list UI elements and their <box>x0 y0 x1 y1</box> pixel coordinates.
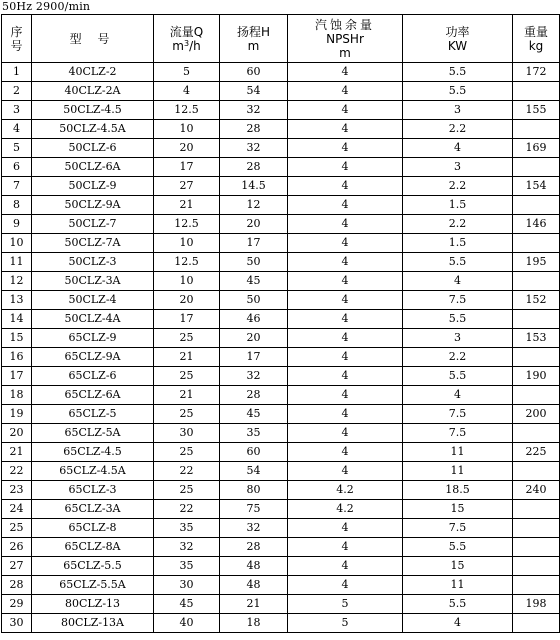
cell-power: 5.5 <box>403 253 513 272</box>
cell-weight <box>513 348 560 367</box>
cell-flow: 25 <box>154 367 220 386</box>
table-row <box>2 82 560 101</box>
cell-flow: 20 <box>154 291 220 310</box>
table-row <box>2 538 560 557</box>
cell-head: 28 <box>220 158 288 177</box>
cell-flow: 25 <box>154 329 220 348</box>
cell-seq: 28 <box>2 576 32 595</box>
cell-model: 50CLZ-6A <box>32 158 154 177</box>
cell-weight <box>513 557 560 576</box>
cell-head: 28 <box>220 538 288 557</box>
cell-weight: 154 <box>513 177 560 196</box>
table-row <box>2 424 560 443</box>
cell-seq: 1 <box>2 63 32 82</box>
cell-flow: 21 <box>154 196 220 215</box>
cell-power: 11 <box>403 576 513 595</box>
cell-head: 45 <box>220 272 288 291</box>
cell-weight: 200 <box>513 405 560 424</box>
cell-model: 40CLZ-2A <box>32 82 154 101</box>
cell-npsh: 5 <box>288 614 403 633</box>
cell-weight <box>513 519 560 538</box>
cell-npsh: 4 <box>288 386 403 405</box>
cell-weight <box>513 272 560 291</box>
cell-model: 65CLZ-5.5A <box>32 576 154 595</box>
cell-flow: 25 <box>154 443 220 462</box>
cell-model: 65CLZ-8A <box>32 538 154 557</box>
cell-seq: 20 <box>2 424 32 443</box>
cell-power: 7.5 <box>403 291 513 310</box>
cell-flow: 45 <box>154 595 220 614</box>
cell-model: 65CLZ-9A <box>32 348 154 367</box>
cell-seq: 24 <box>2 500 32 519</box>
cell-power: 3 <box>403 158 513 177</box>
cell-flow: 10 <box>154 234 220 253</box>
header-npsh: 汽蚀余量 NPSHr m <box>288 15 403 63</box>
table-row <box>2 215 560 234</box>
cell-npsh: 4 <box>288 348 403 367</box>
cell-seq: 2 <box>2 82 32 101</box>
cell-head: 60 <box>220 63 288 82</box>
header-weight: 重量 kg <box>513 15 560 63</box>
table-row <box>2 158 560 177</box>
cell-npsh: 4 <box>288 405 403 424</box>
cell-model: 80CLZ-13A <box>32 614 154 633</box>
cell-weight: 198 <box>513 595 560 614</box>
cell-flow: 17 <box>154 310 220 329</box>
cell-head: 32 <box>220 367 288 386</box>
cell-head: 32 <box>220 139 288 158</box>
cell-power: 11 <box>403 462 513 481</box>
header-power: 功率 KW <box>403 15 513 63</box>
cell-power: 1.5 <box>403 234 513 253</box>
cell-weight: 152 <box>513 291 560 310</box>
cell-model: 50CLZ-9A <box>32 196 154 215</box>
cell-seq: 3 <box>2 101 32 120</box>
cell-flow: 30 <box>154 424 220 443</box>
cell-weight <box>513 386 560 405</box>
table-row <box>2 595 560 614</box>
cell-model: 50CLZ-4.5A <box>32 120 154 139</box>
cell-seq: 11 <box>2 253 32 272</box>
cell-weight: 190 <box>513 367 560 386</box>
cell-weight: 146 <box>513 215 560 234</box>
cell-weight <box>513 500 560 519</box>
cell-seq: 16 <box>2 348 32 367</box>
cell-power: 3 <box>403 101 513 120</box>
table-row <box>2 101 560 120</box>
table-row <box>2 329 560 348</box>
cell-head: 14.5 <box>220 177 288 196</box>
cell-model: 65CLZ-3 <box>32 481 154 500</box>
header-flow: 流量Q $m^3/h$ <box>154 15 220 63</box>
cell-power: 2.2 <box>403 120 513 139</box>
cell-seq: 19 <box>2 405 32 424</box>
cell-flow: 20 <box>154 139 220 158</box>
cell-power: 5.5 <box>403 63 513 82</box>
cell-power: 5.5 <box>403 367 513 386</box>
cell-model: 65CLZ-8 <box>32 519 154 538</box>
pump-spec-table <box>1 14 560 633</box>
cell-npsh: 4 <box>288 120 403 139</box>
cell-head: 48 <box>220 557 288 576</box>
cell-head: 45 <box>220 405 288 424</box>
cell-head: 50 <box>220 291 288 310</box>
cell-head: 60 <box>220 443 288 462</box>
cell-npsh: 4 <box>288 234 403 253</box>
cell-npsh: 4 <box>288 424 403 443</box>
cell-weight <box>513 196 560 215</box>
cell-head: 80 <box>220 481 288 500</box>
cell-npsh: 4 <box>288 443 403 462</box>
cell-seq: 25 <box>2 519 32 538</box>
cell-power: 2.2 <box>403 348 513 367</box>
cell-model: 65CLZ-3A <box>32 500 154 519</box>
cell-npsh: 4 <box>288 253 403 272</box>
cell-npsh: 4 <box>288 82 403 101</box>
cell-npsh: 4 <box>288 215 403 234</box>
cell-npsh: 4 <box>288 557 403 576</box>
table-row <box>2 557 560 576</box>
cell-npsh: 4 <box>288 576 403 595</box>
table-row <box>2 196 560 215</box>
cell-model: 65CLZ-5A <box>32 424 154 443</box>
table-row <box>2 348 560 367</box>
cell-weight <box>513 538 560 557</box>
spec-caption: 50Hz 2900/min <box>2 0 91 13</box>
table-row <box>2 519 560 538</box>
cell-flow: 17 <box>154 158 220 177</box>
cell-head: 18 <box>220 614 288 633</box>
cell-weight <box>513 234 560 253</box>
cell-power: 7.5 <box>403 424 513 443</box>
table-row <box>2 367 560 386</box>
cell-model: 40CLZ-2 <box>32 63 154 82</box>
cell-power: 15 <box>403 557 513 576</box>
table-row <box>2 481 560 500</box>
cell-seq: 12 <box>2 272 32 291</box>
cell-seq: 9 <box>2 215 32 234</box>
cell-seq: 30 <box>2 614 32 633</box>
cell-seq: 7 <box>2 177 32 196</box>
cell-flow: 22 <box>154 462 220 481</box>
cell-head: 46 <box>220 310 288 329</box>
table-row <box>2 576 560 595</box>
table-row <box>2 405 560 424</box>
cell-seq: 4 <box>2 120 32 139</box>
cell-power: 5.5 <box>403 82 513 101</box>
table-row <box>2 63 560 82</box>
cell-seq: 21 <box>2 443 32 462</box>
cell-flow: 5 <box>154 63 220 82</box>
cell-npsh: 4 <box>288 272 403 291</box>
cell-head: 20 <box>220 329 288 348</box>
cell-model: 80CLZ-13 <box>32 595 154 614</box>
table-row <box>2 386 560 405</box>
cell-npsh: 4 <box>288 462 403 481</box>
cell-model: 50CLZ-4A <box>32 310 154 329</box>
cell-head: 21 <box>220 595 288 614</box>
cell-power: 4 <box>403 272 513 291</box>
cell-head: 28 <box>220 386 288 405</box>
table-row <box>2 139 560 158</box>
cell-head: 48 <box>220 576 288 595</box>
table-row <box>2 120 560 139</box>
cell-npsh: 4 <box>288 538 403 557</box>
cell-model: 50CLZ-9 <box>32 177 154 196</box>
cell-weight: 172 <box>513 63 560 82</box>
cell-flow: 12.5 <box>154 215 220 234</box>
cell-flow: 35 <box>154 519 220 538</box>
header-head: 扬程H m <box>220 15 288 63</box>
cell-flow: 12.5 <box>154 101 220 120</box>
cell-flow: 22 <box>154 500 220 519</box>
table-row <box>2 253 560 272</box>
cell-seq: 22 <box>2 462 32 481</box>
cell-weight: 155 <box>513 101 560 120</box>
cell-model: 50CLZ-7 <box>32 215 154 234</box>
cell-weight <box>513 576 560 595</box>
cell-seq: 15 <box>2 329 32 348</box>
cell-flow: 27 <box>154 177 220 196</box>
cell-weight <box>513 614 560 633</box>
cell-npsh: 4 <box>288 519 403 538</box>
cell-power: 4 <box>403 386 513 405</box>
cell-model: 65CLZ-4.5 <box>32 443 154 462</box>
cell-flow: 12.5 <box>154 253 220 272</box>
cell-model: 50CLZ-3 <box>32 253 154 272</box>
cell-weight <box>513 158 560 177</box>
table-row <box>2 500 560 519</box>
cell-power: 7.5 <box>403 519 513 538</box>
cell-weight: 195 <box>513 253 560 272</box>
cell-head: 17 <box>220 348 288 367</box>
cell-head: 50 <box>220 253 288 272</box>
table-row <box>2 614 560 633</box>
cell-npsh: 4 <box>288 63 403 82</box>
cell-head: 75 <box>220 500 288 519</box>
cell-model: 65CLZ-5 <box>32 405 154 424</box>
cell-model: 65CLZ-9 <box>32 329 154 348</box>
cell-seq: 5 <box>2 139 32 158</box>
cell-flow: 32 <box>154 538 220 557</box>
table-row <box>2 177 560 196</box>
cell-power: 11 <box>403 443 513 462</box>
cell-flow: 10 <box>154 120 220 139</box>
cell-seq: 27 <box>2 557 32 576</box>
cell-power: 4 <box>403 139 513 158</box>
cell-weight <box>513 424 560 443</box>
cell-head: 32 <box>220 519 288 538</box>
cell-npsh: 4 <box>288 139 403 158</box>
cell-flow: 21 <box>154 348 220 367</box>
table-row <box>2 310 560 329</box>
cell-npsh: 4 <box>288 158 403 177</box>
cell-weight <box>513 120 560 139</box>
cell-npsh: 4 <box>288 196 403 215</box>
cell-seq: 14 <box>2 310 32 329</box>
cell-npsh: 5 <box>288 595 403 614</box>
cell-power: 5.5 <box>403 538 513 557</box>
cell-power: 2.2 <box>403 215 513 234</box>
cell-power: 3 <box>403 329 513 348</box>
cell-head: 20 <box>220 215 288 234</box>
cell-flow: 4 <box>154 82 220 101</box>
table-row <box>2 234 560 253</box>
cell-weight <box>513 462 560 481</box>
cell-power: 18.5 <box>403 481 513 500</box>
table-row <box>2 443 560 462</box>
cell-power: 7.5 <box>403 405 513 424</box>
table-body <box>2 63 560 633</box>
cell-model: 65CLZ-6A <box>32 386 154 405</box>
cell-model: 50CLZ-6 <box>32 139 154 158</box>
cell-npsh: 4.2 <box>288 500 403 519</box>
cell-flow: 10 <box>154 272 220 291</box>
cell-flow: 40 <box>154 614 220 633</box>
cell-npsh: 4 <box>288 291 403 310</box>
cell-seq: 18 <box>2 386 32 405</box>
cell-npsh: 4.2 <box>288 481 403 500</box>
cell-head: 54 <box>220 462 288 481</box>
cell-head: 28 <box>220 120 288 139</box>
cell-head: 54 <box>220 82 288 101</box>
table-row <box>2 462 560 481</box>
cell-model: 65CLZ-5.5 <box>32 557 154 576</box>
table-row <box>2 272 560 291</box>
cell-head: 12 <box>220 196 288 215</box>
cell-model: 65CLZ-4.5A <box>32 462 154 481</box>
cell-model: 50CLZ-4 <box>32 291 154 310</box>
cell-flow: 25 <box>154 405 220 424</box>
cell-seq: 26 <box>2 538 32 557</box>
cell-head: 17 <box>220 234 288 253</box>
cell-npsh: 4 <box>288 329 403 348</box>
header-seq: 序 号 <box>2 15 32 63</box>
cell-flow: 21 <box>154 386 220 405</box>
table-row <box>2 291 560 310</box>
cell-seq: 17 <box>2 367 32 386</box>
cell-power: 4 <box>403 614 513 633</box>
cell-weight <box>513 310 560 329</box>
cell-weight: 225 <box>513 443 560 462</box>
cell-weight: 240 <box>513 481 560 500</box>
cell-flow: 35 <box>154 557 220 576</box>
header-model: 型 号 <box>32 15 154 63</box>
cell-model: 50CLZ-3A <box>32 272 154 291</box>
cell-head: 32 <box>220 101 288 120</box>
cell-seq: 23 <box>2 481 32 500</box>
cell-model: 50CLZ-4.5 <box>32 101 154 120</box>
header-row <box>2 15 560 63</box>
cell-weight <box>513 82 560 101</box>
cell-npsh: 4 <box>288 367 403 386</box>
cell-flow: 30 <box>154 576 220 595</box>
cell-power: 5.5 <box>403 595 513 614</box>
cell-seq: 13 <box>2 291 32 310</box>
cell-power: 5.5 <box>403 310 513 329</box>
cell-weight: 153 <box>513 329 560 348</box>
cell-npsh: 4 <box>288 101 403 120</box>
cell-seq: 6 <box>2 158 32 177</box>
cell-model: 65CLZ-6 <box>32 367 154 386</box>
cell-seq: 10 <box>2 234 32 253</box>
cell-power: 15 <box>403 500 513 519</box>
cell-power: 2.2 <box>403 177 513 196</box>
cell-seq: 8 <box>2 196 32 215</box>
cell-head: 35 <box>220 424 288 443</box>
cell-seq: 29 <box>2 595 32 614</box>
cell-npsh: 4 <box>288 177 403 196</box>
cell-power: 1.5 <box>403 196 513 215</box>
cell-flow: 25 <box>154 481 220 500</box>
cell-weight: 169 <box>513 139 560 158</box>
cell-model: 50CLZ-7A <box>32 234 154 253</box>
cell-npsh: 4 <box>288 310 403 329</box>
